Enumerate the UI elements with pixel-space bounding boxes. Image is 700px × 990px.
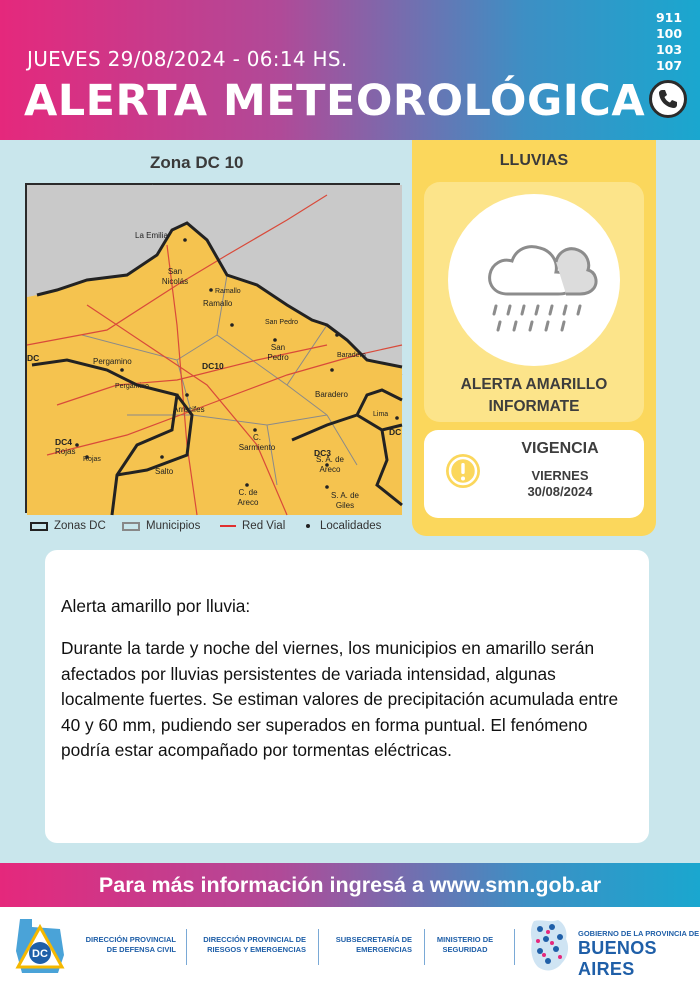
- map-label: Salto: [155, 467, 174, 476]
- legend-item: [30, 520, 106, 532]
- map-label: Rojas: [83, 456, 101, 463]
- validity-date-value: 30/08/2024: [527, 484, 593, 499]
- legend-item: [122, 520, 200, 532]
- municipality-swatch: [122, 522, 140, 531]
- org-line: SUBSECRETARÍA DE: [335, 935, 412, 944]
- gov-label: GOBIERNO DE LA PROVINCIA DE: [578, 929, 700, 938]
- org-subsecretaria: [326, 935, 412, 954]
- org-line: DE DEFENSA CIVIL: [106, 944, 176, 954]
- phone-number: 107: [655, 58, 683, 73]
- map-label: La Emilia: [135, 231, 168, 240]
- divider: [514, 929, 515, 965]
- org-line: RIESGOS Y EMERGENCIAS: [207, 944, 306, 954]
- logo-strip: [0, 907, 700, 990]
- validity-date: [480, 468, 640, 500]
- alert-card: [424, 182, 644, 422]
- map-label: San Pedro: [267, 343, 289, 362]
- map-label-dc: DC: [27, 353, 40, 363]
- map-label: Baradero: [337, 352, 366, 359]
- org-ministerio: [428, 935, 502, 954]
- phone-number: 103: [655, 42, 683, 57]
- map-label: Baradero: [315, 390, 348, 399]
- divider: [424, 929, 425, 965]
- legend-label: Municipios: [146, 520, 201, 532]
- org-line: SEGURIDAD: [442, 944, 488, 954]
- alert-level: [424, 374, 644, 418]
- alert-description-card: [45, 550, 649, 843]
- org-line: MINISTERIO DE: [436, 935, 494, 944]
- zone-map: [25, 183, 400, 513]
- org-defensa-civil: [78, 935, 176, 954]
- validity-box: [424, 430, 644, 518]
- validity-title: VIGENCIA: [521, 440, 599, 457]
- map-label: Ramallo: [203, 299, 233, 308]
- page-title: ALERTA METEOROLÓGICA: [24, 76, 646, 126]
- description-text: Durante la tarde y noche del viernes, los municipios en amarillo serán afectados por lluvias persistentes de variada intensidad, algunas localmente fuertes. Se estiman valores de precipitación acumulada entre 40 y 60 mm, pudiendo ser superados en forma puntual. El fenómeno podría estar acompañado por tormentas eléctricas.: [61, 638, 619, 760]
- map-label: Arrecifes: [173, 405, 205, 414]
- issue-date: JUEVES 29/08/2024 - 06:14 HS.: [27, 47, 348, 71]
- road-swatch: [220, 525, 236, 527]
- map-label: C. de Areco: [237, 488, 259, 507]
- org-line: DIRECCIÓN PROVINCIAL DE: [203, 935, 306, 944]
- exclamation-icon: [446, 454, 480, 488]
- map-label: Pergamino: [115, 383, 149, 390]
- buenos-aires-emblem: [528, 917, 572, 975]
- zone-swatch: [30, 522, 48, 531]
- emergency-phones: [652, 10, 686, 74]
- org-riesgos: [196, 935, 306, 954]
- legend-label: Zonas DC: [54, 520, 106, 532]
- org-line: EMERGENCIAS: [356, 944, 412, 954]
- alert-panel: [412, 140, 656, 536]
- map-label-dc3: DC3: [314, 448, 332, 458]
- defensa-civil-logo: [12, 915, 68, 977]
- map-legend: [30, 520, 400, 536]
- header-banner: [0, 0, 700, 140]
- map-label: S. A. de Giles: [330, 491, 360, 510]
- info-link-text[interactable]: Para más información ingresá a www.smn.gob.ar: [98, 873, 602, 897]
- map-label: San Pedro: [265, 319, 299, 326]
- alert-level-label: ALERTA AMARILLO: [460, 376, 608, 393]
- legend-label: Localidades: [320, 520, 382, 532]
- divider: [186, 929, 187, 965]
- map-label: Lima: [373, 411, 389, 418]
- info-banner: [0, 863, 700, 907]
- map-label-dc10: DC10: [202, 361, 224, 371]
- map-label: S. A. de Areco: [315, 455, 345, 474]
- alert-action-label: INFORMATE: [488, 398, 580, 415]
- phone-number: 911: [655, 10, 683, 25]
- hazard-title: LLUVIAS: [499, 152, 569, 169]
- map-label: Ramallo: [215, 288, 241, 295]
- legend-label: Red Vial: [242, 520, 286, 532]
- map-label: San Nicolás: [161, 267, 189, 286]
- map-label: C. Sarmiento: [238, 433, 276, 452]
- gov-name: BUENOS AIRES: [578, 938, 657, 979]
- locality-swatch: [306, 524, 310, 528]
- phone-icon: [649, 80, 687, 118]
- map-label: Pergamino: [93, 357, 132, 366]
- dc-logo-text: DC: [32, 948, 48, 960]
- rain-cloud-icon: [448, 194, 620, 366]
- divider: [318, 929, 319, 965]
- zone-title: Zona DC 10: [150, 153, 244, 172]
- map-label-dc: DC: [389, 427, 402, 437]
- map-label: Rojas: [55, 447, 76, 456]
- phone-number: 100: [655, 26, 683, 41]
- validity-day: VIERNES: [531, 468, 589, 483]
- org-line: DIRECCIÓN PROVINCIAL: [85, 935, 176, 944]
- map-label-dc4: DC4: [55, 437, 73, 447]
- description-heading: Alerta amarillo por lluvia:: [61, 596, 251, 616]
- legend-item: [220, 520, 285, 532]
- legend-item: [306, 520, 381, 532]
